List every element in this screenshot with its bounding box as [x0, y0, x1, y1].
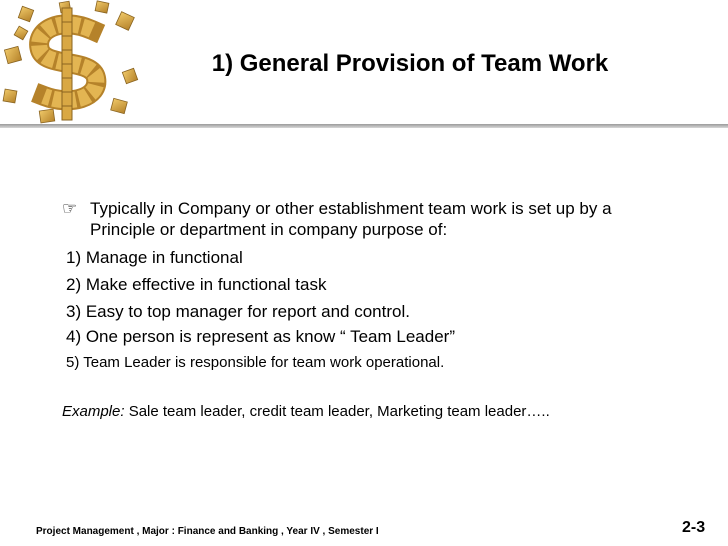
example-line	[62, 403, 550, 420]
point-5: 5) Team Leader is responsible for team work operational.	[66, 354, 445, 371]
example-label: Example:	[62, 403, 125, 420]
point-4: 4) One person is represent as know “ Team Leader”	[66, 327, 455, 346]
point-2: 2) Make effective in functional task	[66, 275, 327, 294]
point-1: 1) Manage in functional	[66, 248, 243, 267]
bullet-text: Typically in Company or other establishment team work is set up by a Principle or department in company purpose of:	[90, 199, 612, 239]
slide-number: 2-3	[682, 519, 706, 536]
footer-course-info: Project Management , Major : Finance and Banking , Year IV , Semester I	[36, 526, 379, 537]
slide-title: 1) General Provision of Team Work	[211, 50, 609, 77]
example-text: Sale team leader, credit team leader, Marketing team leader…..	[124, 403, 550, 420]
pointing-hand-icon: ☞	[62, 199, 78, 218]
point-3: 3) Easy to top manager for report and control.	[66, 302, 410, 321]
